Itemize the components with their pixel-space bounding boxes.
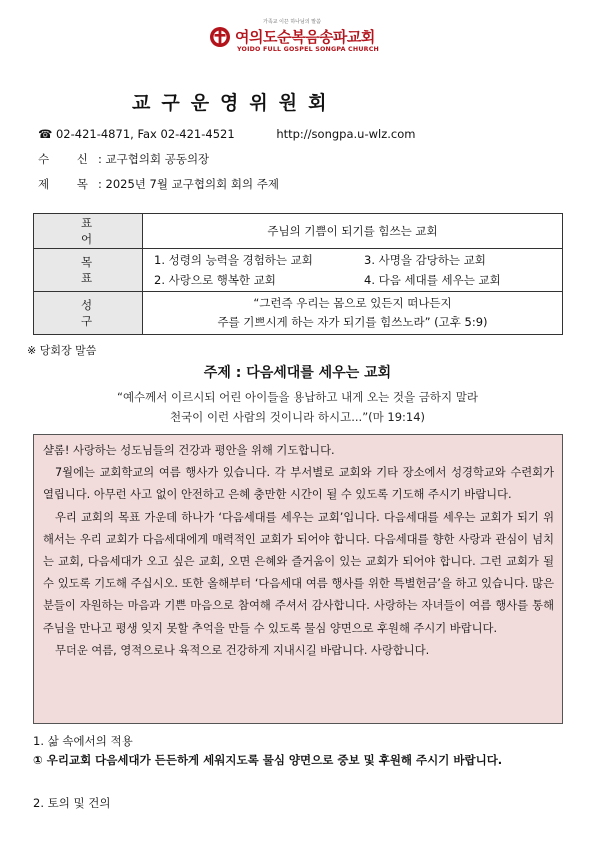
goal-item: 4. 다음 세대를 세우는 교회 bbox=[364, 273, 501, 287]
message-paragraph: 샬롬! 사랑하는 성도님들의 건강과 평안을 위해 기도합니다. bbox=[43, 444, 335, 457]
goal-item: 2. 사랑으로 행복한 교회 bbox=[154, 273, 276, 287]
goals-label: 목 표 bbox=[34, 249, 143, 292]
theme-heading: 주제 : 다음세대를 세우는 교회 bbox=[203, 365, 392, 381]
subject-value: : 2025년 7월 교구협의회 회의 주제 bbox=[98, 177, 279, 191]
pastor-note-label: ※ 당회장 말씀 bbox=[27, 344, 97, 357]
phone-fax: 02-421-4871, Fax 02-421-4521 bbox=[55, 127, 235, 141]
goal-item: 3. 사명을 감당하는 교회 bbox=[364, 253, 486, 267]
message-paragraph: 우리 교회의 목표 가운데 하나가 ‘다음세대를 세우는 교회’입니다. 다음세대를 세우는 교회가 되기 위해서는 우리 교회가 다음세대에게 매력적인 교회가 되어야 합니다. 다음세대를 향한 사랑과 관심이 넘치는 교회, 다음세대가 오고 싶은 교회, 오면 은혜와 즐거움이 있는 교회가 되어야 합니다. 그런 교회가 될 수 있도록 기도해 주십시오. 또한 올해부터 ‘다음세대 여름 행사를 위한 특별헌금’을 하고 있습니다. 많은 분들이 자원하는 마음과 기쁜 마음으로 참여해 주셔서 감사합니다. 사랑하는 자녀들이 여름 행사를 통해 주님을 만나고 평생 잊지 못할 추억을 만들 수 있도록 물심 양면으로 후원해 주시기 바랍니다. bbox=[43, 510, 554, 635]
motto-label: 표 어 bbox=[34, 214, 143, 249]
verse-row bbox=[34, 292, 563, 335]
subject-line bbox=[38, 176, 279, 192]
church-emblem-icon bbox=[209, 26, 231, 48]
motto-value: 주님의 기쁨이 되기를 힘쓰는 교회 bbox=[143, 214, 563, 249]
verse-label: 성 구 bbox=[34, 292, 143, 335]
theme-verse-line: “예수께서 이르시되 어린 아이들을 용납하고 내게 오는 것을 금하지 말라 bbox=[116, 390, 478, 404]
church-logo bbox=[205, 16, 405, 58]
church-goals-table bbox=[33, 213, 563, 335]
theme-verse-line: 천국이 이런 사람의 것이니라 하시고...”(마 19:14) bbox=[169, 410, 426, 424]
recipient-label: 수 신 bbox=[38, 152, 100, 166]
message-paragraph: 7월에는 교회학교의 여름 행사가 있습니다. 각 부서별로 교회와 기타 장소에서 성경학교와 수련회가 열립니다. 아무런 사고 없이 안전하고 은혜 충만한 시간이 될 수 있도록 기도해 주시기 바랍니다. bbox=[43, 466, 554, 502]
verse-line: “그런즉 우리는 몸으로 있든지 떠나든지 bbox=[253, 296, 452, 310]
pastor-message-box bbox=[33, 434, 563, 724]
church-name-english: YOIDO FULL GOSPEL SONGPA CHURCH bbox=[237, 46, 379, 53]
goal-item: 1. 성령의 능력을 경험하는 교회 bbox=[154, 253, 313, 267]
goals-row bbox=[34, 249, 563, 292]
recipient-line bbox=[38, 151, 209, 167]
verse-cell bbox=[143, 292, 563, 335]
contact-line bbox=[38, 127, 415, 141]
motto-row bbox=[34, 214, 563, 249]
application-heading: 1. 삶 속에서의 적용 bbox=[33, 734, 133, 748]
verse-line: 주를 기쁘시게 하는 자가 되기를 힘쓰노라” (고후 5:9) bbox=[217, 315, 488, 329]
website-link[interactable]: http://songpa.u-wlz.com bbox=[276, 127, 416, 141]
message-paragraph: 무더운 여름, 영적으로나 육적으로 건강하게 지내시길 바랍니다. 사랑합니다. bbox=[55, 643, 430, 657]
recipient-value: : 교구협의회 공동의장 bbox=[98, 152, 210, 166]
discussion-heading: 2. 토의 및 건의 bbox=[33, 796, 111, 810]
church-name: 여의도순복음송파교회 bbox=[235, 28, 375, 46]
document-title: 교구운영위원회 bbox=[132, 92, 338, 114]
logo-slogan: 가족교 이끈 하나님의 말씀 bbox=[263, 19, 321, 25]
goals-cell bbox=[143, 249, 563, 292]
subject-label: 제 목 bbox=[38, 177, 100, 191]
application-item: ① 우리교회 다음세대가 든든하게 세워지도록 물심 양면으로 중보 및 후원해 주시기 바랍니다. bbox=[33, 753, 503, 767]
telephone-icon: ☎ bbox=[38, 127, 53, 141]
theme-verse bbox=[0, 387, 595, 427]
